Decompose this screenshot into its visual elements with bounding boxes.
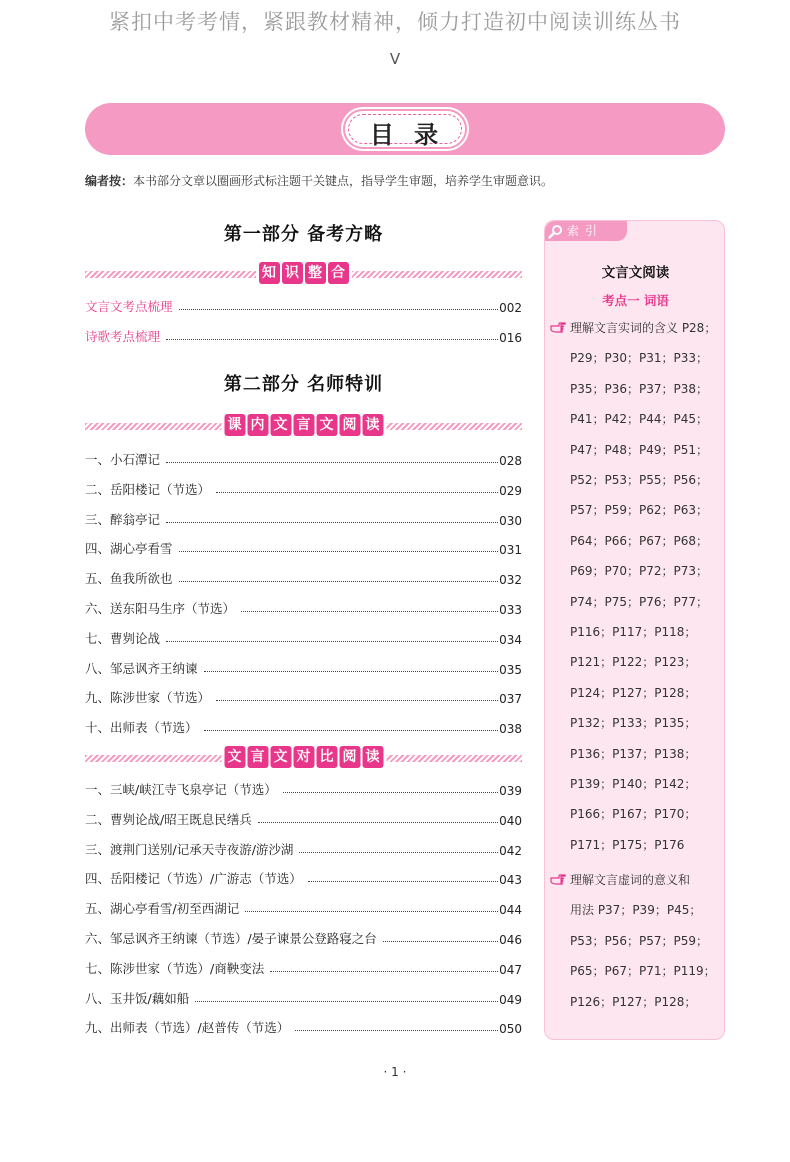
dot-leader bbox=[166, 522, 498, 523]
toc-entry[interactable] bbox=[85, 989, 522, 1007]
index-line: P124；P127；P128； bbox=[570, 685, 697, 700]
toc-entry-page: 044 bbox=[499, 903, 522, 918]
part-title: 第二部分 名师特训 bbox=[223, 374, 384, 395]
toc-entry[interactable] bbox=[85, 869, 522, 887]
dot-leader bbox=[308, 881, 498, 882]
section-title bbox=[221, 414, 386, 436]
toc-entry[interactable] bbox=[85, 780, 522, 798]
toc-entry-page: 050 bbox=[499, 1022, 522, 1037]
toc-entry-title: 八、邹忌讽齐王纳谏 bbox=[85, 660, 198, 676]
dot-leader bbox=[166, 462, 498, 463]
section-title-char: 文 bbox=[270, 414, 291, 436]
toc-entry-title: 八、玉井饭/藕如船 bbox=[85, 990, 190, 1006]
dot-leader bbox=[195, 1001, 498, 1002]
index-line: P74；P75；P76；P77； bbox=[570, 594, 709, 609]
toc-entry-title: 七、陈涉世家（节选）/商鞅变法 bbox=[85, 960, 265, 976]
section-title-char: 文 bbox=[224, 746, 245, 768]
index-line: P69；P70；P72；P73； bbox=[570, 564, 709, 579]
index-line: P64；P66；P67；P68； bbox=[570, 533, 709, 548]
toc-entry-page: 030 bbox=[499, 513, 522, 528]
roman-page-mark: V bbox=[389, 50, 401, 68]
section-title bbox=[256, 262, 352, 284]
index-line: P166；P167；P170； bbox=[570, 807, 697, 822]
index-line: P65；P67；P71；P119； bbox=[570, 964, 716, 979]
index-line: P116；P117；P118； bbox=[570, 625, 697, 639]
toc-entry-title: 一、小石潭记 bbox=[85, 452, 161, 467]
index-line: P35；P36；P37；P38； bbox=[570, 381, 709, 396]
section-title bbox=[221, 746, 386, 768]
dot-leader bbox=[179, 551, 499, 552]
editor-note-label: 编者按： bbox=[85, 174, 134, 188]
toc-entry[interactable] bbox=[85, 810, 522, 828]
toc-entry-page: 038 bbox=[499, 722, 522, 737]
toc-entry-page: 035 bbox=[499, 662, 522, 677]
index-heading: 文言文阅读 bbox=[601, 265, 670, 281]
section-title-char: 文 bbox=[316, 414, 337, 436]
pointing-hand-icon bbox=[550, 322, 566, 334]
dot-leader bbox=[166, 641, 498, 642]
contents-banner bbox=[85, 103, 725, 155]
toc-entry-title: 三、渡荆门送别/记承天寺夜游/游沙湖 bbox=[85, 841, 294, 857]
toc-entry-page: 040 bbox=[499, 813, 522, 828]
toc-entry[interactable] bbox=[85, 539, 522, 557]
toc-entry-page: 028 bbox=[499, 454, 522, 468]
dot-leader bbox=[270, 971, 498, 972]
toc-entry[interactable] bbox=[85, 1018, 522, 1036]
index-line: P47；P48；P49；P51； bbox=[570, 442, 709, 457]
toc-entry-title: 三、醉翁亭记 bbox=[85, 511, 161, 527]
toc-entry-page: 039 bbox=[499, 784, 522, 798]
index-line: P52；P53；P55；P56； bbox=[570, 473, 709, 487]
toc-entry[interactable] bbox=[85, 569, 522, 587]
dot-leader bbox=[383, 941, 498, 942]
toc-entry-title: 四、湖心亭看雪 bbox=[85, 541, 173, 557]
dot-leader bbox=[245, 911, 498, 912]
toc-entry-title: 一、三峡/峡江寺飞泉亭记（节选） bbox=[85, 782, 277, 797]
index-line: P57；P59；P62；P63； bbox=[570, 503, 709, 518]
toc-entry[interactable] bbox=[85, 480, 522, 498]
part-title: 第一部分 备考方略 bbox=[223, 224, 384, 245]
toc-entry[interactable] bbox=[85, 450, 522, 468]
toc-entry[interactable] bbox=[85, 899, 522, 917]
toc-entry-page: 002 bbox=[499, 301, 522, 315]
toc-entry-title: 七、曹刿论战 bbox=[85, 630, 161, 646]
toc-entry[interactable] bbox=[85, 659, 522, 677]
index-line: P171；P175；P176 bbox=[570, 837, 685, 852]
index-line: P53；P56；P57；P59； bbox=[570, 933, 709, 948]
dot-leader bbox=[299, 852, 498, 853]
toc-entry-page: 016 bbox=[499, 330, 522, 345]
dot-leader bbox=[216, 492, 498, 493]
banner-plate bbox=[343, 109, 467, 149]
toc-entry-page: 046 bbox=[499, 933, 522, 947]
toc-entry[interactable] bbox=[85, 959, 522, 977]
index-panel bbox=[544, 220, 725, 1040]
toc-entry[interactable] bbox=[85, 327, 522, 345]
toc-entry[interactable] bbox=[85, 599, 522, 617]
dot-leader bbox=[283, 792, 498, 793]
index-tab-label: 索引 bbox=[567, 224, 604, 238]
toc-entry-title: 六、邹忌讽齐王纳谏（节选）/晏子谏景公登路寝之台 bbox=[85, 931, 377, 946]
toc-entry-title: 二、曹刿论战/昭王既息民缮兵 bbox=[85, 811, 252, 827]
section-title-char: 合 bbox=[328, 262, 349, 284]
section-title-char: 阅 bbox=[339, 746, 360, 768]
toc-entry-page: 049 bbox=[499, 992, 522, 1007]
dot-leader bbox=[179, 581, 499, 582]
toc-entry-title: 文言文考点梳理 bbox=[85, 299, 173, 314]
toc-entry-page: 047 bbox=[499, 962, 522, 977]
toc-entry[interactable] bbox=[85, 929, 522, 947]
dot-leader bbox=[166, 339, 498, 340]
section-title-char: 文 bbox=[270, 746, 291, 768]
toc-entry-page: 034 bbox=[499, 632, 522, 647]
toc-entry-title: 二、岳阳楼记（节选） bbox=[85, 481, 211, 497]
index-line: P121；P122；P123； bbox=[570, 655, 697, 670]
index-line: 理解文言虚词的意义和 bbox=[570, 873, 691, 887]
index-subheading: 考点一 词语 bbox=[602, 293, 669, 308]
magnifier-icon bbox=[548, 223, 564, 239]
index-line: P136；P137；P138； bbox=[570, 746, 697, 761]
toc-entry-title: 四、岳阳楼记（节选）/广游志（节选） bbox=[85, 871, 302, 887]
toc-entry-page: 032 bbox=[499, 573, 522, 588]
editor-note-text: 本书部分文章以圈画形式标注题干关键点，指导学生审题，培养学生审题意识。 bbox=[133, 174, 554, 188]
section-title-char: 言 bbox=[293, 414, 314, 436]
toc-entry-page: 042 bbox=[499, 843, 522, 858]
section-title-char: 识 bbox=[282, 262, 303, 284]
section-title-char: 阅 bbox=[339, 414, 360, 436]
toc-entry-page: 043 bbox=[499, 873, 522, 888]
toc-entry[interactable] bbox=[85, 629, 522, 647]
section-header bbox=[85, 262, 522, 286]
dot-leader bbox=[204, 671, 499, 672]
toc-entry-page: 033 bbox=[499, 603, 522, 617]
index-tab bbox=[545, 221, 627, 241]
page-number: · 1 · bbox=[383, 1065, 407, 1079]
index-line: P139；P140；P142； bbox=[570, 777, 697, 791]
page-title: 目 录 bbox=[369, 121, 445, 149]
header-slogan: 紧扣中考考情，紧跟教材精神，倾力打造初中阅读训练丛书 bbox=[109, 10, 681, 34]
toc-entry-title: 九、陈涉世家（节选） bbox=[85, 690, 211, 706]
toc-entry-page: 037 bbox=[499, 692, 522, 707]
index-line: P41；P42；P44；P45； bbox=[570, 412, 709, 427]
toc-entry-page: 029 bbox=[499, 483, 522, 498]
toc-entry[interactable] bbox=[85, 840, 522, 858]
dot-leader bbox=[241, 611, 498, 612]
dot-leader bbox=[179, 309, 499, 310]
section-title-char: 课 bbox=[224, 414, 245, 436]
toc-entry[interactable] bbox=[85, 510, 522, 528]
index-line: P29；P30；P31；P33； bbox=[570, 351, 709, 366]
index-line: P126；P127；P128； bbox=[570, 994, 697, 1009]
section-header bbox=[85, 746, 522, 770]
section-header bbox=[85, 414, 522, 438]
dot-leader bbox=[216, 700, 498, 701]
toc-entry[interactable] bbox=[85, 688, 522, 706]
section-title-char: 整 bbox=[305, 262, 326, 284]
toc-entry[interactable] bbox=[85, 297, 522, 315]
dot-leader bbox=[258, 822, 498, 823]
section-title-char: 内 bbox=[247, 414, 268, 436]
dot-leader bbox=[295, 1030, 498, 1031]
toc-entry-title: 五、鱼我所欲也 bbox=[85, 571, 173, 587]
toc-entry-title: 十、出师表（节选） bbox=[85, 720, 198, 736]
toc-entry[interactable] bbox=[85, 718, 522, 736]
section-title-char: 知 bbox=[259, 262, 280, 284]
pointing-hand-icon bbox=[550, 874, 566, 886]
section-title-char: 读 bbox=[362, 414, 383, 436]
section-title-char: 言 bbox=[247, 746, 268, 768]
toc-entry-title: 诗歌考点梳理 bbox=[85, 328, 161, 344]
toc-entry-title: 九、出师表（节选）/赵普传（节选） bbox=[85, 1020, 290, 1036]
toc-entry-title: 五、湖心亭看雪/初至西湖记 bbox=[85, 901, 240, 917]
index-line: P132；P133；P135； bbox=[570, 716, 697, 731]
editor-note bbox=[85, 172, 553, 189]
section-title-char: 比 bbox=[316, 746, 337, 768]
section-title-char: 读 bbox=[362, 746, 383, 768]
toc-entry-page: 031 bbox=[499, 543, 522, 558]
section-title-char: 对 bbox=[293, 746, 314, 768]
dot-leader bbox=[204, 730, 499, 731]
toc-entry-title: 六、送东阳马生序（节选） bbox=[85, 601, 236, 616]
index-line: 理解文言实词的含义 P28； bbox=[570, 321, 717, 335]
index-line: 用法 P37；P39；P45； bbox=[570, 903, 702, 918]
